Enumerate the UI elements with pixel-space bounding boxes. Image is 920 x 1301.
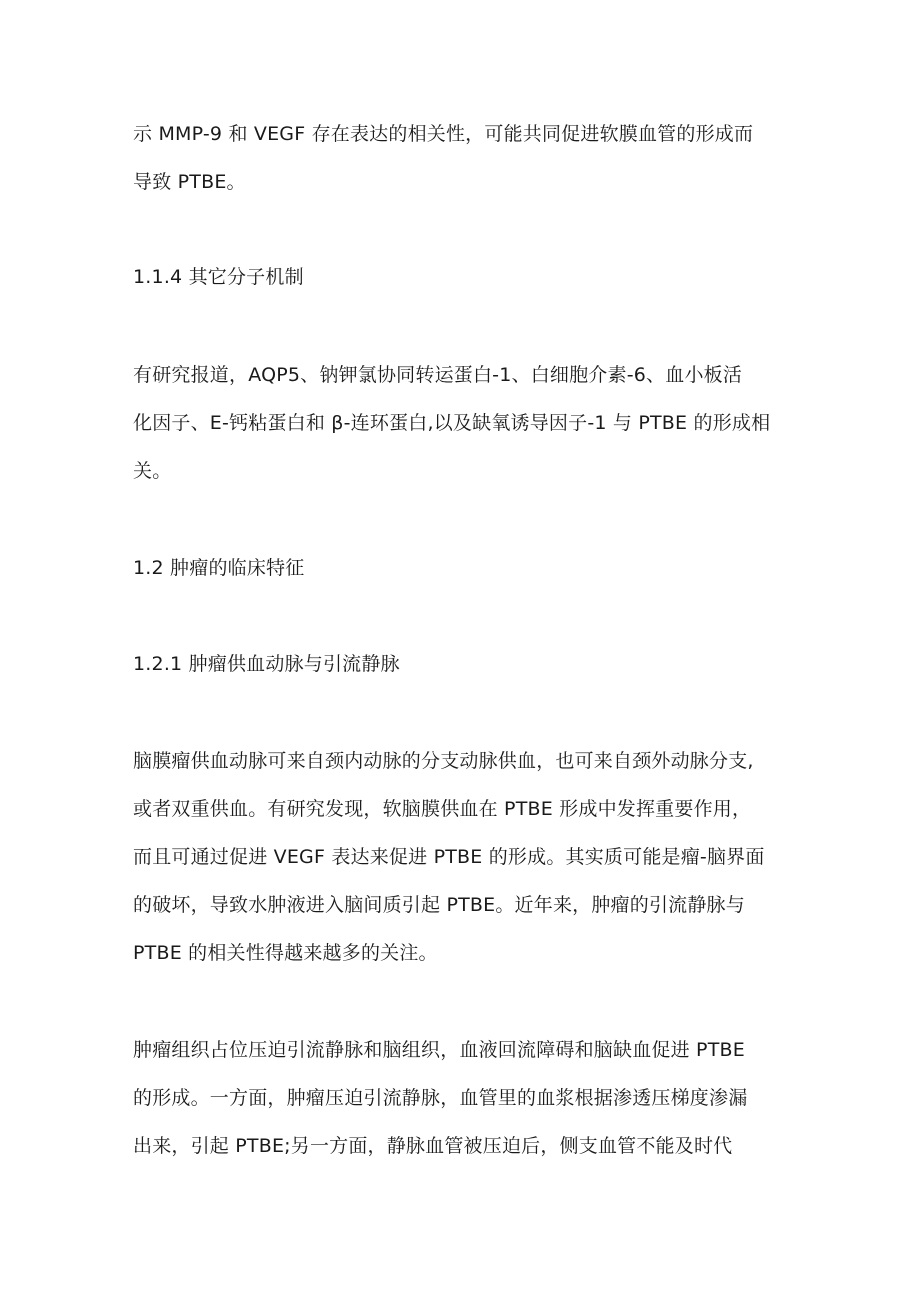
paragraph-line: 出来，引起 PTBE;另一方面，静脉血管被压迫后，侧支血管不能及时代 <box>133 1135 733 1157</box>
paragraph-line: 的破坏，导致水肿液进入脑间质引起 PTBE。近年来，肿瘤的引流静脉与 <box>133 894 745 916</box>
paragraph-line: 导致 PTBE。 <box>133 171 246 193</box>
section-heading: 1.2.1 肿瘤供血动脉与引流静脉 <box>133 653 400 675</box>
paragraph-line: 脑膜瘤供血动脉可来自颈内动脉的分支动脉供血，也可来自颈外动脉分支, <box>133 750 754 772</box>
paragraph-line: PTBE 的相关性得越来越多的关注。 <box>133 942 438 964</box>
section-heading: 1.1.4 其它分子机制 <box>133 266 304 288</box>
paragraph-line: 关。 <box>133 460 172 482</box>
paragraph-line: 而且可通过促进 VEGF 表达来促进 PTBE 的形成。其实质可能是瘤-脑界面 <box>133 846 765 868</box>
paragraph-line: 化因子、E-钙粘蛋白和 β-连环蛋白,以及缺氧诱导因子-1 与 PTBE 的形成相 <box>133 412 771 434</box>
paragraph-line: 的形成。一方面，肿瘤压迫引流静脉，血管里的血浆根据渗透压梯度渗漏 <box>133 1087 748 1109</box>
paragraph-line: 肿瘤组织占位压迫引流静脉和脑组织，血液回流障碍和脑缺血促进 PTBE <box>133 1039 745 1061</box>
paragraph-line: 或者双重供血。有研究发现，软脑膜供血在 PTBE 形成中发挥重要作用， <box>133 798 752 820</box>
paragraph-line: 有研究报道，AQP5、钠钾氯协同转运蛋白-1、白细胞介素-6、血小板活 <box>133 364 743 386</box>
paragraph-line: 示 MMP-9 和 VEGF 存在表达的相关性，可能共同促进软膜血管的形成而 <box>133 123 754 145</box>
section-heading: 1.2 肿瘤的临床特征 <box>133 557 305 579</box>
